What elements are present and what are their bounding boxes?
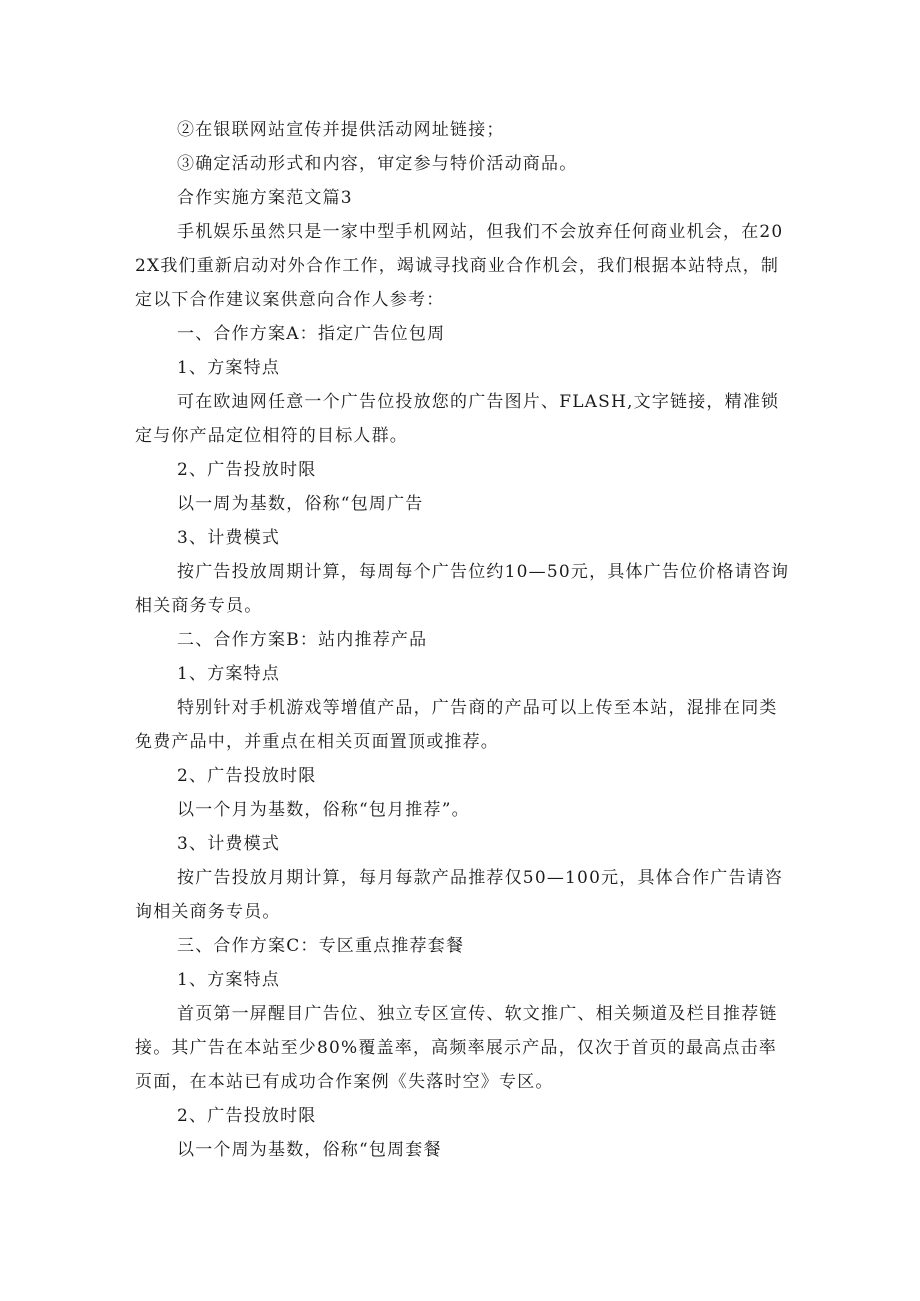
paragraph-plan-b-duration: 以一个月为基数，俗称“包月推荐”。 bbox=[177, 800, 470, 820]
paragraph-bank-promotion: ②在银联网站宣传并提供活动网址链接； bbox=[177, 120, 505, 140]
subheading-plan-a-billing: 3、计费模式 bbox=[177, 528, 281, 548]
paragraph-plan-b-features: 特别针对手机游戏等增值产品，广告商的产品可以上传至本站，混排在同类免费产品中，并重点在相关页面置顶或推荐。 bbox=[135, 698, 778, 752]
paragraph-activity-format: ③确定活动形式和内容，审定参与特价活动商品。 bbox=[177, 154, 578, 174]
subheading-plan-b-features: 1、方案特点 bbox=[177, 664, 281, 684]
subheading-plan-a-features: 1、方案特点 bbox=[177, 358, 281, 378]
subheading-plan-c-features: 1、方案特点 bbox=[177, 970, 281, 990]
paragraph-plan-b-billing: 按广告投放月期计算，每月每款产品推荐仅50—100元，具体合作广告请咨询相关商务专员。 bbox=[135, 868, 784, 922]
subheading-plan-c-duration: 2、广告投放时限 bbox=[177, 1106, 317, 1126]
subheading-plan-b-billing: 3、计费模式 bbox=[177, 834, 281, 854]
paragraph-plan-c-duration: 以一个周为基数，俗称“包周套餐 bbox=[177, 1140, 442, 1160]
heading-plan-b: 二、合作方案B：站内推荐产品 bbox=[177, 630, 428, 650]
heading-plan-a: 一、合作方案A：指定广告位包周 bbox=[177, 324, 446, 344]
subheading-plan-b-duration: 2、广告投放时限 bbox=[177, 766, 317, 786]
paragraph-plan-a-duration: 以一周为基数，俗称“包周广告 bbox=[177, 494, 424, 514]
paragraph-plan-a-features: 可在欧迪网任意一个广告位投放您的广告图片、FLASH,文字链接，精准锁定与你产品定位相符的目标人群。 bbox=[135, 392, 780, 446]
section-heading-article-3: 合作实施方案范文篇3 bbox=[177, 188, 353, 208]
document-body bbox=[135, 113, 790, 1167]
paragraph-plan-a-billing: 按广告投放周期计算，每周每个广告位约10—50元，具体广告位价格请咨询相关商务专员。 bbox=[135, 562, 790, 616]
paragraph-plan-c-features: 首页第一屏醒目广告位、独立专区宣传、软文推广、相关频道及栏目推荐链接。其广告在本站至少80%覆盖率，高频率展示产品，仅次于首页的最高点击率页面，在本站已有成功合作案例《失落时空》专区。 bbox=[135, 1004, 778, 1092]
paragraph-intro: 手机娱乐虽然只是一家中型手机网站，但我们不会放弃任何商业机会，在202X我们重新启动对外合作工作，竭诚寻找商业合作机会，我们根据本站特点，制定以下合作建议案供意向合作人参考： bbox=[135, 222, 784, 310]
subheading-plan-a-duration: 2、广告投放时限 bbox=[177, 460, 317, 480]
heading-plan-c: 三、合作方案C：专区重点推荐套餐 bbox=[177, 936, 465, 956]
